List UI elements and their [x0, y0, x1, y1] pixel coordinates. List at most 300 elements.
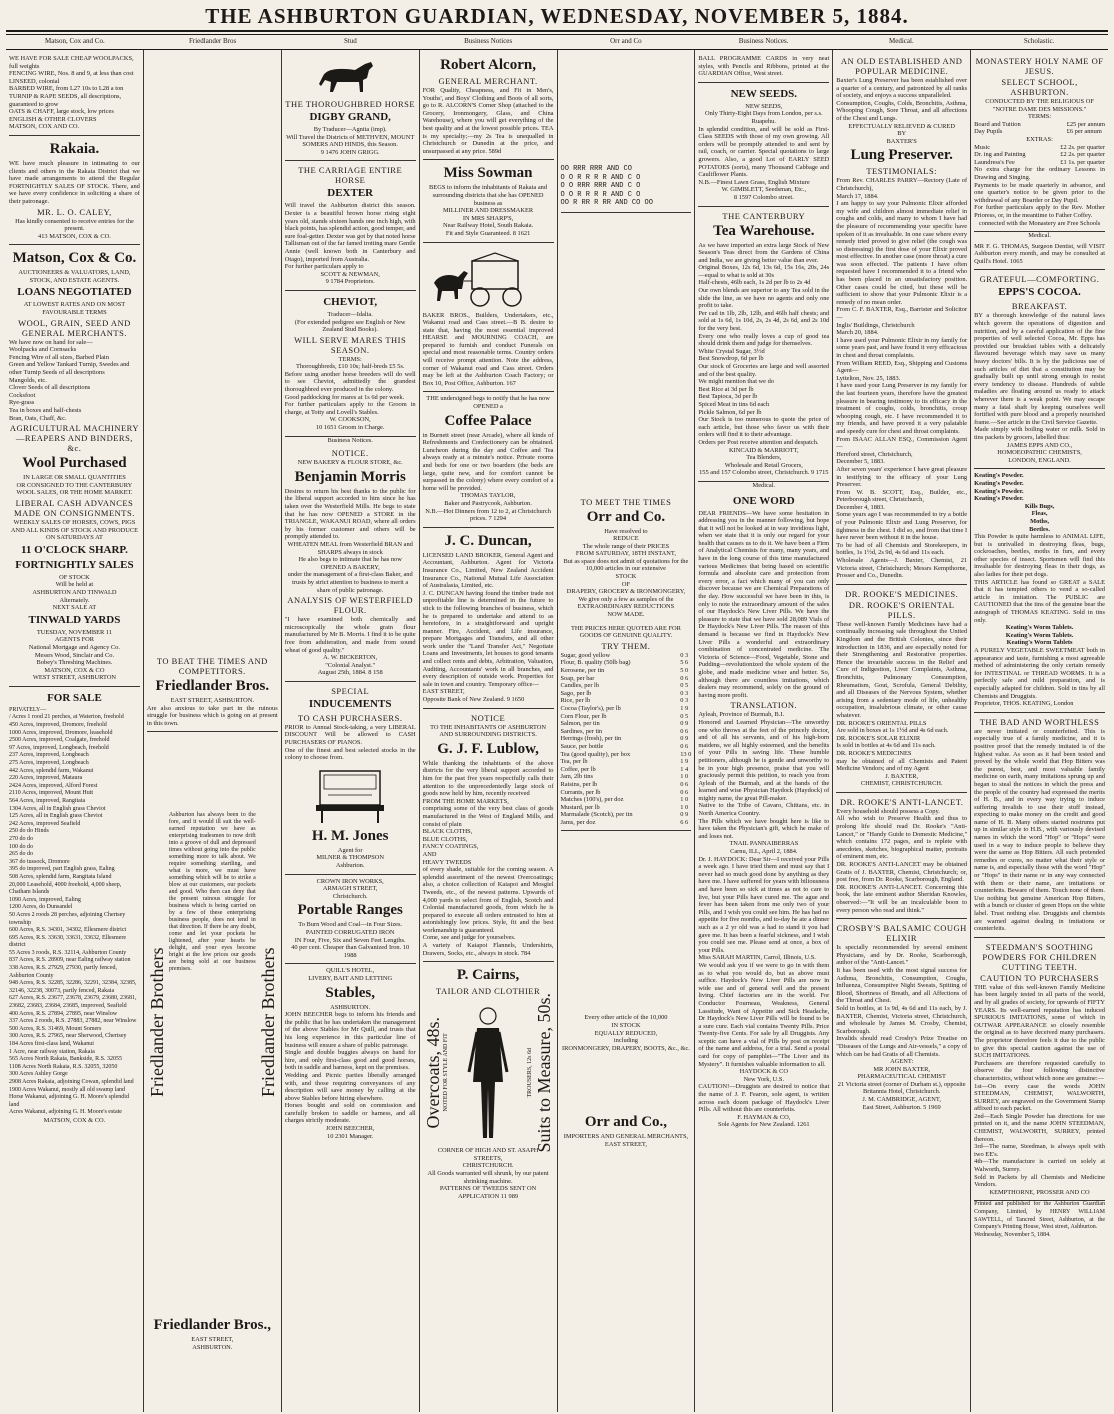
analysis-body: "I have examined both chemically and microscopically the whole grain flour manufactured by Mr B. Morris. I find it to be quite free from adulteration, and made from sound wheat of good quality." — [284, 616, 416, 654]
prices-note: THE PRICES HERE QUOTED ARE FOR GOODS OF GENUINE QUALITY. — [570, 624, 681, 640]
extra-value: £1 1s. per quarter — [1060, 158, 1105, 166]
ad-body: in Burnett street (near Arcade), where all kinds of Refreshments and Confectionery can be obtained. Luncheon during the day and Coffee and Tea always ready at a minute's notice. Private rooms and beds for one or two boarders (the beds are large, quite new, and for comfort cannot be surpassed in the colony) where every comfort of a home will be provided. — [422, 431, 554, 492]
ad-body: Desires to return his best thanks to the public for the liberal support accorded to him since he has taken over the Westerfield Mills. He begs to state that he has now OPENED a STORE in the TRIANGLE, WAKANUI ROAD, where all orders by his former customer and others will be promptly attended to. — [284, 487, 416, 541]
col-head-1: Matson, Cox and Co. — [45, 37, 105, 45]
price-item: Sago, per lb — [560, 689, 592, 697]
column-3 — [281, 50, 419, 1412]
extra-label: Music — [974, 143, 991, 151]
horse-name: DEXTER — [327, 187, 374, 200]
price-value: 0 9 — [680, 720, 689, 728]
bad-heading: THE BAD AND WORTHLESS — [979, 716, 1100, 727]
column-2 — [143, 50, 281, 1412]
ad-dexter — [285, 161, 416, 291]
ad-new-seeds — [698, 83, 829, 207]
section-heading: Business Notices. — [327, 436, 373, 444]
ad-body: Have resolved to REDUCE The whole range of their PRICES FROM SATURDAY, 18TH INSTANT, But as space does not admit of quotations for the 10,000 articles in our extensive STOCK OF DRAPERY, GROCERY & IRONMONGERY, We give only a few as samples of the EXTRAORDINARY REDUCTIONS NOW MADE. — [563, 527, 689, 619]
ad-body: Is specially recommended by several eminent Physicians, and by Dr. Rooke, Scarborough, author of the "Anti-Lancet." It has been used with the most signal success for Asthma, Bronchitis, Consumption, Coughs, Influenza, Consumptive Night Sweats, Spitting of Blood, Shortness of Breath, and all Affections of the Throat and Chest. Sold in bottles, at 1s 9d, 4s 6d and 11s each, by J. BAXTER, Chemist, Victoria street, Christchurch, and wholesale by James M. Crosby, Chemist, Scarborough. Invalids should read Crosby's Prize Treatise on "Diseases of the Lungs and Air-vessels," a copy of which can be had Gratis of all Chemists. — [836, 944, 968, 1058]
price-value: 5 0 — [680, 667, 689, 674]
firm-title: Stables, — [325, 984, 375, 1001]
seeds-heading: NEW SEEDS. — [730, 87, 798, 100]
firm-address: EAST STREET, ASHBURTON. — [191, 1336, 234, 1351]
vertical-title-left: Friedlander Brothers — [146, 947, 167, 1098]
price-item: Tea (good quality), per box — [560, 750, 631, 758]
overcoats-block — [423, 1017, 450, 1128]
firm-sub: IMPORTERS AND GENERAL MERCHANTS, EAST STREET, — [563, 1133, 689, 1149]
ad-lublow — [423, 709, 554, 963]
translation-heading: TRANSLATION. — [730, 700, 798, 711]
firm-address: EAST STREET, ASHBURTON. — [170, 697, 255, 704]
price-value: 6 6 — [680, 818, 689, 826]
rooke-heading: DR. ROOKE'S MEDICINES. — [845, 588, 959, 599]
next-sale: NEXT SALE AT — [52, 604, 97, 612]
seeds-sub: NEW SEEDS, Only Thirty-Eight Days from London, per s.s. Ruapehu. — [705, 102, 823, 125]
masthead: THE ASHBURTON GUARDIAN, WEDNESDAY, NOVEMBER 5, 1884. — [205, 4, 909, 28]
caution-heading: CAUTION TO PURCHASERS — [980, 972, 1099, 983]
cairns-figure-row — [422, 992, 554, 1152]
ad-robert-alcorn — [423, 52, 554, 160]
imprint: Printed and published for the Ashburton Guardian Company, Limited, by HENRY WILLIAM SAWTELL, of Tancred Street, Ashburton, at the Company's Printing House, West street, Ashburton. Wednesday, November 5, 1884. — [974, 1201, 1105, 1238]
ad-sign: MR JOHN BAXTER, PHARMACEUTICAL CHEMIST 21 Victoria street (corner of Durham st.), opposite Britannia Hotel, Christchurch. — [837, 1065, 966, 1096]
conducted-line: CONDUCTED BY THE RELIGIOUS OF "NOTRE DAME DES MISSIONS." — [985, 98, 1094, 113]
firm-title: Lung Preserver. — [850, 147, 953, 164]
price-value: 13 0 — [680, 750, 692, 758]
terms: TERMS: Thoroughbreds, £10 10s; half-breds £5 5s. — [295, 355, 405, 371]
ad-sign: connected with the Monastery are Free Schools — [978, 219, 1101, 227]
piano-illustration — [310, 765, 390, 825]
col-head-7: Medical. — [889, 37, 914, 45]
suits-sub: TROUSERS, 12s 6d — [526, 1047, 533, 1098]
ad-title: Rakaia. — [49, 140, 100, 157]
translation-body: Ayleah, Province of Burmah, B.I. Honored and Learned Physician—The unworthy one who throws at the feet of the princely doctor, and of all his servants, and of his high-born maidens, we all highly esteemed, and the benefits of your Pills in saving life. These humble petitioners, although he is gentle and unworthy to be in your high presence, praise that you will graciously permit this petition, to reach you from Ayleah of the Burmah, and at the hands of the learned and wise Physician Haydock (Haydock) of mighty name, the great Pill-maker. Native to the Tribe of Cavaro, Chittans, etc. in North America Country. The Pills which we have bought here is like to have taken the Physician's gift, which he make of and loses not. — [698, 711, 830, 840]
horse-head: THE THOROUGHBRED HORSE — [285, 99, 416, 109]
price-value: 0 3 — [680, 689, 689, 697]
firm-title: Miss Sowman — [443, 165, 533, 182]
ad-body: Every household should possess a Copy. All who wish to Preserve Health and thus to prolong life should read Dr. Rooke's "Anti-Lancet," or "Handy Guide to Domestic Medicine," which contains 172 pages, and is replete with anecdotes, sketches, biographical matter, portraits of eminent men, etc. DR. ROOKE'S ANTI-LANCET may be obtained Gratis of J. BAXTER, Chemist, Christchurch; or, post free, from Dr. Rooke, Scarborough, England. DR. ROOKE'S ANTI-LANCET. Concerning this book, the late eminent author Sheridan Knowles, observed:—"It will be an incalculable boon to every person who read and think." — [836, 807, 968, 914]
kills-line: Kills Bugs, Fleas, Moths, Beetles. — [1024, 502, 1055, 533]
ad-dr-rooke — [836, 585, 967, 793]
ad-crown-iron — [285, 875, 416, 965]
ad-sign: MATSON, COX & CO WEST STREET, ASHBURTON — [32, 666, 117, 682]
price-item: Flour, B. quality (50lb bag) — [560, 659, 631, 667]
ad-matson-stock — [9, 52, 140, 136]
ad-body: MR F. G. THOMAS, Surgeon Dentist, will VISIT Ashburton every month, and may be consulted at Quill's Hotel. 1065 — [974, 242, 1105, 265]
blank-space — [561, 831, 692, 1011]
weekly-line: WEEKLY SALES OF HORSES, COWS, PIGS AND ALL KINDS OF STOCK AND PRODUCE ON SATURDAYS AT — [10, 518, 138, 542]
ad-name: MR. L. O. CALEY, — [37, 206, 112, 217]
tinwald-line: TINWALD YARDS — [28, 613, 121, 626]
baxter-top: AN OLD ESTABLISHED AND POPULAR MEDICINE. — [840, 56, 963, 76]
crown-line: CROWN IRON WORKS, ARMAGH STREET, Christchurch. — [316, 877, 384, 900]
agent-label: AGENT: — [890, 1058, 914, 1066]
notice-sub: NEW BAKERY & FLOUR STORE, &c. — [297, 459, 403, 467]
ad-body: FOR Quality, Cheapness, and Fit in Men's, Youths', and Boys' Clothing and Boots of all sorts, go to R. ALCORN'S Corner Shop (attached to the Grocery, Ironmongery, Glass, and China Warehouse), where you will get everything of the best quality and at the lowest possible prices. TEA is my specialty;—my 2s Tea is unequalled in Christchurch or Dunedin at the price, and unsurpassed at any price. 589d — [422, 87, 554, 155]
cairns-address: CORNER OF HIGH AND ST. ASAPH STREETS, CHRISTCHURCH. — [437, 1147, 539, 1170]
ad-body-2: Has kindly consented to receive entries for the present. — [15, 217, 134, 233]
horse-head: THE CARRIAGE ENTIRE HORSE — [298, 165, 403, 186]
extra-value: £2 2s. per quarter — [1060, 143, 1105, 151]
payments: Payments to be made quarterly in advance, and one quarter's notice to be given prior to the withdrawal of any Boarder or Day Pupil. For further particulars apply to the Rev. Mother Prioress, or, in the meantime to Father Coffey. — [974, 181, 1105, 219]
ad-body: JOHN BEECHER begs to inform his friends and the public that he has undertaken the management of the above Stables for Mr Quill, and trusts that his long experience in this particular line of business will ensure a share of public patronage. Single and double buggies always on hand for hire, and only first-class good and good horses, both in saddle and harness, kept on the premises. Wedding and Picnic parties liberally arranged with, and those requiring conveyances of any description will save money by calling at the above Stables before hiring elsewhere. Horses bought and sold on commission and carefully broken to saddle or harness, and all charges strictly moderate. — [284, 1011, 416, 1125]
price-value: 1 0 — [680, 803, 689, 811]
ad-sign: KINCAID & MARRIOTT, Tea Blenders, Wholesale and Retail Grocers, 155 and 157 Colombo street, Christchurch. 9 1715 — [699, 446, 829, 477]
crosby-heading: CROSBY'S BALSAMIC COUGH ELIXIR — [836, 923, 967, 944]
rooke-heading-2: DR. ROOKE'S ORIENTAL PILLS. — [848, 599, 955, 620]
firm-title: J. C. Duncan, — [444, 532, 532, 549]
letter-body: Dr. J. HAYDOCK: Dear Sir—I received your Pills a week ago. I have tried them and must say that I never had so much good done by anything as they have me. I have suffered for years with biliousness and have been so sick at times as not to care to live, but your Pills have cured me. The ague and fever has been taken from me only two of your Pills, and I wish you could see him. He has had no appetite for five months, and to-day he ate a dinner such as a 2 yr old was a had to stand it you had gave me. It has been a fearful sickness, and I wish you could see me. Please send at once, a box of your Pills. Miss SARAH MARTIN, Carrol, Illinois, U.S. — [698, 855, 830, 962]
firm-title: Portable Ranges — [297, 902, 403, 919]
price-item: Corn Flour, per lb — [560, 712, 607, 720]
column-8 — [970, 50, 1108, 1412]
price-item: Herrings (fresh), per tin — [560, 735, 622, 743]
try-them: TRY THEM. — [601, 640, 651, 651]
beat-line: TO BEAT THE TIMES AND COMPETITORS. — [156, 656, 268, 676]
ad-hm-jones — [285, 682, 416, 875]
ad-orr-letters — [561, 162, 692, 213]
select-school: SELECT SCHOOL, ASHBURTON. — [1001, 77, 1078, 97]
meet-line: TO MEET THE TIMES — [580, 496, 672, 507]
caution-text: CAUTION!—Druggists are desired to notice that the name of J. F. Fearon, sole agent, is written across each dozen package of Haydock's Liver Pills. All without this are counterfeits. — [698, 1083, 830, 1114]
term-label: Board and Tuition — [974, 120, 1021, 128]
column-headings — [6, 37, 1108, 50]
for-sale-list: PRIVATELY— / Acres 1 rood 21 perches, at Waterton, freehold 450 Acres, improved, Dromore, freehold 1000 Acres, improved, Dromore, leasehold 2500 Acres, improved, Coalgate, freehold 97 Acres, improved, Longbeach, freehold 237 Acres, improved, Longbeach 275 Acres, improved, Longbeach 442 Acres, splendid farm, Wakanui 220 Acres, improved, Mataura 2424 Acres, improved, Alford Forest 2110 Acres, improved, Mount Hutt 564 Acres, improved, Rangitata 1304 Acres, all in English grass Cheviot 125 Acres, all in English grass Cheviot 242 Acres, improved Seafield 250 do do Hinds 270 do do 100 do do 265 do do 367 do tussock, Dromore 395 do improved, part English grass, Ealing 508 Acres, splendid farm, Rangitata Island 20,000 Leasehold, 4000 freehold, 4,000 sheep, Chatham Islands 1090 Acres, improved, Ealing 1200 Acres, do Dunsandel 50 Acres 2 roods 28 perches, adjoining Chertsey township 600 Acres, R.S. 34301, 34302, Ellesmere district 695 Acres, R.S. 33630, 33631, 33632, Ellesmere district 55 Acres 3 roods, R.S. 32114, Ashburton County 837 Acres, R.S. 28909, near Ealing railway station 338 Acres, R.S. 27929, 27930, partly fenced, Ashburton County 948 Acres, R.S. 32285, 32286, 32291, 32384, 32385, 32146, 32238, 30073, partly fenced, Rakaia 627 Acres, R.S. 23677, 23678, 23679, 23680, 23681, 23682, 23683, 23684, 23685, improved, Seafield 400 Acres, R.S. 27894, 27895, near Winslow 337 Acres 2 roods, R.S. 27883, 27882, near Winslow 500 Acres, R.S. 31469, Mount Somers 300 Acres, R.S. 27965, near Sherwood, Chertsey 184 Acres first-class land, Wakanui 1 Acre, near railway station, Rakaia 565 Acres North Rakaia, Bankside, R.S. 32055 1108 Acres North Rakaia, R.S. 32055, 32050 300 Acres Ashley Gorge 2908 Acres Rakaia, adjoining Cowan, splendid land 1900 Acres Wakanui, mostly all old swamp land Horse Wakanui, adjoining G. H. Moore's splendid land Acres Wakanui, adjoining G. H. Moore's estate — [9, 706, 137, 1116]
orr-letters-row: O O R R R R AND C O — [560, 173, 641, 182]
orr-letters-row: OO R RR R RR AND CO OO — [560, 199, 653, 207]
liberal-line: LIBERAL CASH ADVANCES MADE ON CONSIGNMENTS. — [14, 497, 135, 518]
ad-sign: HAYDOCK & CO New York, U.S. — [739, 1068, 789, 1083]
ad-baker-bros — [423, 243, 554, 393]
ad-sign: W. COOKSON, 10 1651 Groom in Charge. — [315, 416, 385, 432]
extra-value: £2 2s. per quarter — [1060, 151, 1105, 159]
col-head-5: Orr and Co — [610, 37, 642, 45]
inducements: INDUCEMENTS — [308, 697, 392, 710]
wheaten-line: WHEATEN MEAL from Westerfield BRAN and SHARPS always in stock — [287, 540, 413, 556]
testimonial-body: From Rev. CHARLES PARRY—Rectory (Late of Christchurch), March 17, 1884. I am happy to say your Pulmonic Elixir afforded my wife and children almost immediate relief in coughs and colds, and many to whom I have had the pleasure of recommending your specific have spoken of it as invaluable. In one case where every remedy tried proved to give relief (the cough was so distressing) the first dose of your Elixir proved most effective. In another case (more throat) a cure was soon effected. The patients I have often requested have I recommended it to a friend who has been placed in an unsatisfactory position. Other cases could be cited, but these will be sufficient to show that your Pulmonic Elixir is a remedy of no mean order. — [836, 177, 968, 306]
firm-title: Benjamin Morris — [294, 468, 406, 485]
ad-matson-cox — [9, 245, 140, 687]
horse-sub: Traducer—Idalia. (For extended pedigree see English or New Zealand Stud Books). — [294, 310, 406, 334]
price-value: 1 9 — [680, 704, 689, 712]
ad-body: BEGS to inform the inhabitants of Rakaia and surrounding districts that she has OPENED business as MILLINER AND DRESSMAKER IN MRS SHARP'S, Near Railway Hotel, South Rakaia. Fit and Style Guaranteed. 8 1621 — [429, 184, 548, 237]
notice-sub: TO THE INHABITANTS OF ASHBURTON AND SURROUNDING DISTRICTS. — [430, 723, 547, 739]
firm-title: Matson, Cox & Co. — [12, 250, 137, 267]
cash-line: TO CASH PURCHASERS. — [297, 712, 403, 723]
fortnightly-sub: OF STOCK Will be held at ASHBURTON AND TINWALD Alternately. — [32, 573, 117, 604]
firm-title: Friedlander Bros., — [153, 1317, 271, 1334]
ad-sign: JAMES EPPS AND CO., HOMOEOPATHIC CHEMISTS, LONDON, ENGLAND. — [997, 441, 1082, 464]
price-item: Soap, per bar — [560, 674, 595, 682]
ad-sign: JOHN BEECHER, 10 2301 Manager. — [325, 1125, 375, 1140]
loans-heading: LOANS NEGOTIATED — [17, 286, 132, 299]
ad-sign: SCOTT & NEWMAN, 9 1784 Proprietors. — [320, 270, 380, 286]
col-head-8: Scholastic. — [1023, 37, 1055, 45]
column-5 — [557, 50, 695, 1412]
ad-friedlander-vertical — [147, 812, 278, 1232]
extras-list — [974, 144, 1105, 167]
ad-body: BALL PROGRAMME CARDS in very neat styles, with Pencils and Ribbons, printed at the GUARDIAN Office, West street. — [698, 55, 830, 78]
price-value: 1 4 — [680, 765, 689, 773]
term-value: £25 per annum — [1066, 120, 1105, 128]
steedman-heading: STEEDMAN'S SOOTHING POWDERS FOR CHILDREN CUTTING TEETH. — [982, 941, 1097, 972]
horse-body: Before using another horse breeders will do well to see Cheviot, admittedly the grandest thoroughbred ever produced in the colony. Good paddocking for mares at 1s 6d per week. For further particulars apply to the Groom in charge, at Totty and Lovell's Stables. — [284, 370, 416, 416]
column-6 — [694, 50, 832, 1412]
ad-steedman — [974, 938, 1105, 1202]
gentleman-illustration — [463, 1002, 513, 1142]
firm-title: H. M. Jones — [311, 827, 389, 844]
grateful-line: GRATEFUL—COMFORTING. — [979, 274, 1100, 285]
price-value: 0 6 — [680, 742, 689, 750]
ad-rakaia — [9, 136, 140, 245]
ad-body: This Powder is quite harmless to ANIMAL LIFE, but is unrivalled in destroying fleas, bugs, cockroaches, beetles, moths in furs, and every other species of insect. Sportsmen will find this invaluable for destroying fleas in their dogs, as also ladies for their pet dogs. THIS ARTICLE has found so GREAT a SALE that it has tempted others to vend a so-called article in imitation. The PUBLIC are CAUTIONED that the tins of the genuine bear the autograph of THOMAS KEATING. Sold in tins only. — [974, 533, 1105, 624]
blank-space — [561, 1052, 692, 1112]
price-item: Kerosene, per tin — [560, 667, 605, 674]
price-item: Jams, per doz — [560, 818, 596, 826]
price-value: 0 3 — [680, 697, 689, 705]
extras-heading: EXTRAS: — [1026, 135, 1053, 143]
price-item: Marmalade (Scotch), per tin — [560, 811, 633, 819]
col-head-6: Business Notices. — [738, 37, 789, 45]
col-head-2: Friedlander Bros — [189, 37, 237, 45]
ad-keating — [974, 469, 1105, 712]
monastery-heading: MONASTERY HOLY NAME OF JESUS. — [975, 56, 1104, 76]
firm-title: Friedlander Bros. — [155, 678, 270, 694]
firm-title: Robert Alcorn, — [440, 57, 536, 73]
price-value: 0 3 — [680, 651, 689, 659]
price-item: Salmon, per tin — [560, 720, 600, 728]
overcoats-label: Overcoats, 48s. — [422, 1016, 443, 1128]
firm-title: G. J. F. Lublow, — [437, 740, 539, 757]
ad-sign: W. GIMBLETT, Seedsman, Etc., 8 1597 Colombo street. — [721, 186, 807, 201]
agents-line: AGENTS FOR National Mortgage and Agency Co. Messrs Wood, Sinclair and Co. Bobey's Threshing Machines. — [28, 636, 120, 667]
ad-tea-warehouse — [698, 207, 829, 482]
ad-sign: 9 1476 JOHN GRIGG. — [320, 148, 380, 156]
bakery-text: He also begs to intimate that he has now OPENED A BAKERY, under the management of a first-class Baker, and trusts by strict attention to business to merit a share of public patronage. — [287, 556, 413, 594]
col-head-3: Stud — [343, 37, 357, 45]
ad-monastery — [974, 52, 1105, 232]
firm-sub: GENERAL MERCHANT. — [438, 76, 538, 86]
ad-sign: 413 MATSON, COX & CO. — [38, 232, 111, 240]
ad-body: THE value of this well-known Family Medicine has been largely tested in all parts of the world, and by all grades of society, for upwards of FIFTY YEARS. Its well-earned reputation has induced SPURIOUS IMITATIONS, some of which in OUTWAR APPEARANCE so closely resemble the original as to have deceived many purchasers. The proprietor therefore feels it due to the public to give this special caution against the use of SUCH IMITATIONS. Purchasers are therefore requested carefully to observe the four following distinctive characteristics, without which none are genuine:— 1st—On every case the words JOHN STEEDMAN, CHEMIST, WALWORTH, SURREY, are engraved on the Government Stamp affixed to each packet. 2nd—Each Single Powder has directions for use printed on it, and the name JOHN STEEDMAN, CHEMIST, WALWORTH, SURREY, printed thereon. 3rd—The name, Steedman, is always spelt with two EE's. 4th—The manufacture is carried on solely at Walworth, Surrey. Sold in Packets by all Chemists and Medicine Vendors. — [974, 983, 1105, 1189]
price-value: 0 9 — [680, 811, 689, 819]
wool-body: We have now on hand for sale— Woolpacks and Cornsacks Fencing Wire of all sizes, Barbed Plain Green and Yellow Tankard Turnip, Swedes and other Turnip Seeds of all descriptions Mangolds, etc. Clover Seeds of all descriptions Cocksfoot Rye-grass Tea in boxes and half-chests Bran, Oats, Chaff, &c. — [9, 338, 130, 422]
firm-sub: ASHBURTON. — [330, 1003, 371, 1011]
wool-purchased: Wool Purchased — [22, 455, 127, 472]
keating-line: Keating's Powder. — [974, 472, 1024, 480]
ad-body: To Burn Wood and Coal—in Four Sizes. PAINTED CORRUGATED IRON IN Four, Five, Six and Seven Feet Lengths. 40 per cent. Cheaper than Galvanized Iron. 10 1988 — [291, 921, 410, 959]
firm-sub: Agent for MILNER & THOMPSON Ashburton. — [316, 846, 385, 870]
price-item: Mustard, per lb — [560, 803, 600, 811]
price-item: Matches (100's), per doz — [560, 796, 624, 804]
notice-heading: NOTICE — [470, 712, 506, 723]
price-item: Candles, per lb — [560, 682, 600, 690]
ad-body: LICENSED LAND BROKER, General Agent and Accountant, Ashburton. Agent for Victoria Insurance Co., Limited, New Zealand Accident Insurance Co., National Mutual Life Association of Australasia, Limited, etc. J. C. DUNCAN having found the timber trade not unprofitable line is determined in the future to stick to the following branches of business, which he is prepared to undertake and attend to as heretofore, in a straightforward and upright manner. Fire, Accident, and Life insurance, prepare Mortgages and Transfers, and all other work under the "Land Transfer Act," Negotiate Loans and Investments, let houses to good tenants and collect rents and debts, Arbitration, Valuation, Auditing, Accountants' work in all branches, and every description of outside work. Properties for sale in town and country. Temporary office— EAST STREET, Opposite Bank of New Zealand. 9 1650 — [422, 551, 554, 704]
ad-body: PRIOR to Annual Stock-taking, a very LIBERAL DISCOUNT Will be allowed to CASH PURCHASERS OF PIANOS. One of the finest and best selected stocks in the colony to choose from. — [284, 723, 416, 762]
column-4 — [419, 50, 557, 1412]
price-value: 0 6 — [680, 674, 689, 682]
ad-sign: J. M. CAMBRIDGE, AGENT, East Street, Ashburton. 5 1969 — [862, 1096, 941, 1111]
oneword-heading: ONE WORD — [732, 494, 795, 507]
ad-body: BAKER BROS., Builders, Undertakers, etc., Wakanui road and Cass street.—B B. desire to state that, having the most essential improved HEARSE and MOURNING COACH, are prepared to furnish and conduct Funerals on special and most reasonable terms. Country orders will receive prompt attention. Note the address, corner of Wakanui road and Cass street. Orders may be left at the Ashburton Coach Factory; or Box 10, Post Office, Ashburton. 167 — [422, 311, 554, 387]
terms-list — [974, 121, 1105, 136]
price-item: Cocoa (Taylor's), per lb — [560, 704, 621, 712]
firm-sub: AUCTIONEERS & VALUATORS, LAND, STOCK, AND ESTATE AGENTS. — [18, 269, 131, 284]
col-head-4: Business Notices — [464, 37, 513, 45]
loans-sub: AT LOWEST RATES AND ON MOST FAVOURABLE TERMS — [23, 301, 126, 317]
section-heading: Medical. — [1028, 232, 1051, 240]
price-value: 0 5 — [680, 682, 689, 690]
haydock-body: We would ask you if we were to go in with them as to what you would do, but as above must suffice. Haydock's New Liver Pills are now in wide use and of general well and the present living. Chief factories are in the world. For Conductor Fourneau, Weakness, General Lassitude, Want of Appetite and Sick Headache, Dr Haydock's New Liver Pills will be found to be a sure cure. Each vial contains Twenty Pills. Price Twenty-five Cents. For sale by all Druggists. Any sceptic can have a vial of Pills by post on receipt of the name and address, for a trial. Send a postal card for copy of pamphlet—"The Liver and its Mystery". It furnishes valuable information to all. — [698, 961, 830, 1068]
horse-illustration — [315, 58, 385, 96]
tnail-line: TNAIL PANNAIBERRAS Carnu, ILL, April 2, 1884. — [729, 840, 799, 856]
notice-heading: NOTICE. — [331, 448, 369, 459]
term-label: Day Pupils — [974, 128, 1003, 136]
price-value: 1 0 — [680, 773, 689, 781]
ad-sign: KEMPTHORNE, PROSSER AND CO — [989, 1188, 1090, 1196]
price-value: 0 6 — [680, 788, 689, 796]
worm-body: A PURELY VEGETABLE SWEETMEAT both in appearance and taste, furnishing a most agreeable method of administering the only certain remedy for INTESTINAL or THREAD WORMS. It is a perfectly safe and mild preparation, and is especially adapted for children. Sold in tins by all Chemists and Druggists. Proprietor, THOS. KEATING, London — [974, 647, 1105, 708]
suits-block — [527, 993, 554, 1153]
ad-orr-reduce — [561, 493, 692, 832]
price-item: Sugar, good yellow — [560, 651, 611, 659]
ad-benjamin-morris — [285, 444, 416, 682]
firm-body: Are also anxious to take part in the ruinous struggle for business which is going on at present in this town. — [146, 704, 278, 727]
wool-line: WOOL, GRAIN, SEED AND GENERAL MERCHANTS. — [18, 317, 131, 338]
ad-sign: F. HAYMAN & CO, Sole Agents for New Zealand. 1261 — [718, 1113, 810, 1129]
special-line: SPECIAL — [331, 685, 370, 696]
vertical-title-right: Friedlander Brothers — [257, 947, 278, 1098]
term-value: £6 per annum — [1066, 128, 1102, 136]
firm-title: Orr and Co. — [586, 508, 666, 525]
ad-body: are never imitated or counterfeited. This is especially true of a family medicine, and it is positive proof that the remedy imitated is of the highest value. As soon as it had been tested and proved by the whole world that Hop Bitters was the purest, best, and most valuable family medicine on earth, many imitations sprung up and began to steal the notices in which the press and the people of the country had expressed the merits of H. B., and in every way trying to induce suffering invalids to use their stuff instead, expecting to make money on the credit and good name of H. B. Many others started nostrums put up in similar style to H.B., with variously devised names in which the word "Hop" or "Hops" were used in a way to induce people to believe they were the same as Hop Bitters. All such pretended remedies or cures, no matter what their style or name is, and especially those with the word "Hop" or "Hops" in their name or in any way connected with them or their name, are imitations or counterfeits. Beware of them. Touch none of them. Use nothing but genuine American Hop Bitters, with a bunch or cluster of green Hops on the white label. Trust nothing else. Druggists and chemists are warned against dealing in imitations or counterfeits. — [974, 727, 1105, 933]
price-item: Jam, 2lb tins — [560, 773, 593, 781]
ad-jc-duncan — [423, 528, 554, 709]
firm-sub: TAILOR AND CLOTHIER — [435, 986, 541, 997]
horse-body: Will travel the Ashburton district this season. Dexter is a beautiful brown horse rising eight years old, stands sixteen hands one inch high, with black points, has splendid action, good temper, and sure foal-getter. Dexter was got by that noted horse Tallisman out of the far famed trotting mare Gentle Annie (well known both in Canterbury and Otago), imported from Australia. For further particulars apply to — [284, 202, 416, 271]
testimonials-heading: TESTIMONIALS: — [866, 166, 938, 177]
firm-title: Coffee Palace — [444, 412, 532, 429]
extra-label: Dr. ing and Painting — [974, 151, 1026, 159]
firm-title: EPPS'S COCOA. — [998, 286, 1081, 299]
ad-sign: A. W. BICKERTON, "Colonial Analyst." August 25th, 1884. 8 158 — [317, 654, 383, 677]
testimonial-more: From C. F. BAXTER, Esq., Barrister and Solicitor— Inglis' Buildings, Christchurch March 20, 1884. I have used your Pulmonic Elixir in my family for some years past, and have found it very efficacious in chest and throat complaints. From William REED, Esq., Shipping and Customs Agent— Lyttelton, Nov. 25, 1883. I have used your Lung Preserver in my family for the last fourteen years, therefore have the greatest pleasure in bearing testimony to its efficacy in the treatment of coughs, colds, bronchitis, croup whooping cough, etc. I have recommended it to my friends, and have proved it a very palatable and speedy cure for chest and throat complaints. From ISAAC ALLAN ESQ., Commission Agent— Hereford street, Christchurch, December 5, 1883. After seven years' experience I have great pleasure in testifying to the efficacy of your Lung Preserver. From W. B. SCOTT, Esq., Builder, etc., Peterborough street, Christchurch, December 4, 1883. Some years ago I was recommended to try a bottle of your Pulmonic Elixir and Lung Preserver, for tightness in the chest. I did so, and from that time I have never been without it in the house. To be had of all Chemists and Storekeepers, in bottles, 1s 1½d, 2s 9d, 4s 6d and 11s each. Wholesale Agents—J. Baxter, Chemist, 21 Victoria street, Christchurch; Messrs Kempthorne, Prosser and Co., Dunedin. — [836, 306, 968, 580]
ad-baxter-lung — [836, 52, 967, 585]
ad-sign: THOMAS TAYLOR, Baker and Pastrycook, Ashburton. N.B.—Hot Dinners from 12 to 2, at Christchurch prices. 7 1294 — [425, 492, 551, 523]
price-item: Currants, per lb — [560, 788, 601, 796]
orr-letters-row: O O RRR RRR AND C O — [560, 182, 641, 190]
orr-letters-row: O O R R R R AND C O — [560, 190, 641, 199]
ad-coffee-palace — [423, 392, 554, 527]
agri-line: AGRICULTURAL MACHINERY—REAPERS AND BINDERS, &c. — [9, 423, 140, 454]
ad-body: Baxter's Lung Preserver has been established over a quarter of a century, and patronized by all ranks of society, and enjoys a success unparalleled. Consumption, Coughs, Colds, Bronchitis, Asthma, Whooping Cough, Sore Throat, and all affections of the Chest and Lungs. — [836, 77, 968, 122]
column-7 — [832, 50, 970, 1412]
section-heading: Medical. — [752, 481, 776, 489]
ad-body: Every other article of the 10,000 IN STOCK EQUALLY REDUCED, including IRONMONGERY, DRAPERY, BOOTS, &c., &c. — [561, 1014, 690, 1052]
price-value: 0 9 — [680, 735, 689, 743]
horse-name: CHEVIOT, — [323, 295, 378, 308]
horse-name: DIGBY GRAND, — [309, 111, 391, 123]
ad-epps-cocoa — [974, 270, 1105, 469]
firm-title: P. Cairns, — [456, 967, 520, 984]
ad-body: While thanking the inhabitants of the above districts for the very liberal support accorded to him for the past five years respectfully calls their attention to the unprecedentedly large stock of goods now held by him, recently received FROM THE HOME MARKETS, comprising some of the very best class of goods manufactured in the West of England Mills, and consist of plain BLACK CLOTHS, BLUE CLOTHS, FANCY COATINGS, AND HEAVY TWEEDS of every shade, suitable for the coming season. A splendid assortment of the newest Overcoatings; also, a choice collection of Kaiapoi and Mosgiel Tweeds, etc., of the newest patterns. Upwards of 4,000 yards to select from of English, Scotch and Colonial manufactured goods, from which he is prepared to execute all orders entrusted to him at astonishingly low prices. Style, fit and the best workmanship is guaranteed. Come, see and judge for yourselves. A variety of Kaiapoi Flannels, Undershirts, Drawers, Socks, etc., always in stock. 784 — [422, 759, 554, 957]
blank-space — [147, 1232, 278, 1312]
ad-sign: MATSON, COX & CO. — [43, 1116, 106, 1124]
price-item: Raisins, per lb — [560, 780, 598, 788]
cairns-patterns: PATTERNS OF TWEEDS SENT ON APPLICATION 11 989 — [439, 1185, 537, 1200]
masthead-rule — [6, 30, 1108, 35]
wool-purchased-sub: IN LARGE OR SMALL QUANTITIES OR CONSIGNED TO THE CANTERBURY WOOL SALES, OR THE HOME MARKET. — [16, 474, 133, 497]
firm-title: Orr and Co., — [584, 1114, 668, 1131]
ad-friedlander-beat — [147, 652, 278, 732]
ad-crosby — [836, 919, 967, 1115]
column-1 — [6, 50, 143, 1412]
keating-line: Keating's Powder. — [974, 495, 1024, 503]
price-value: 0 5 — [680, 712, 689, 720]
prices-list — [561, 652, 692, 827]
blank-space — [147, 52, 278, 652]
ad-p-cairns — [423, 962, 554, 1204]
analysis-heading: ANALYSIS OF WESTERFIELD FLOUR. — [287, 595, 414, 616]
no-charge: No extra charge for the ordinary Lessons in Drawing and Singing. — [974, 166, 1105, 181]
blank-space — [561, 52, 692, 162]
price-value: 1 9 — [680, 758, 689, 766]
keating-line: Keating's Powder. — [974, 487, 1024, 495]
ad-one-word — [698, 490, 829, 1134]
ad-body: BY a thorough knowledge of the natural laws which govern the operations of digestion and nutrition, and by a careful application of the fine properties of well selected Cocoa, Mr. Epps has provided our breakfast tables with a delicately flavoured beverage which may save us many heavy doctors' bills. It is by the judicious use of such articles of diet that a constitution may be gradually built up until strong enough to resist every tendency to disease. Hundreds of subtle maladies are floating around us ready to attack wherever there is a weak point. We may escape many a fatal shaft by keeping ourselves well fortified with pure blood and a properly nourished frame.—See article in the Civil Service Gazette. Made simply with boiling water or milk. Sold in tins packets by grocers, labelled thus: — [974, 312, 1105, 441]
for-sale-title: FOR SALE — [47, 691, 102, 704]
worm-lines: Keating's Worm Tablets. Keating's Worm Tablets. Keating's Worm Tablets — [1005, 624, 1074, 647]
cured-line: EFFECTUALLY RELIEVED & CURED BY BAXTER'S — [848, 122, 955, 145]
price-value: 1 0 — [680, 796, 689, 804]
ad-body: DEAR FRIENDS—We have some hesitation in addressing you in the manner following, but hope that it will not be looked at in way invidious light, when we state that it is only our regard for your health that causes us to do it. We have been a Firm of Analytical Chemists for many, many years, and have in the long course of this time manufactured various Medicines that being based on scientific formula and absolute care and protection from every error, a fact which many of you can only discover because we are Chemical Preparations of the day. How successful we have been in this, is only to note the extraordinary amount of the sales of our Haydock's New Liver Pills. We have the pleasure to state that we have sold 28,089 Vials of Dr Haydock's New Liver Pills. The reason of this demand is because we find in Haydock's New Liver Pills a wonderful and extraordinary combination of concentrated medicine. The Victoria of Science—Food, Vegetable, Stone and Pudding—revolutionized the whole system of the globe, and made medicine wiser and better. So, although there are countless imitations, which dealers may recommend, solely on the ground of having more profit. — [698, 509, 830, 699]
overcoats-sub: NOTED FOR STYLE AND FIT — [442, 1033, 449, 1112]
terms-heading: TERMS: — [1028, 113, 1052, 121]
anti-heading: DR. ROOKE'S ANTI-LANCET. — [839, 796, 964, 807]
ad-body: In splendid condition, and will be sold as First-Class SEEDS with those of my own growing. All orders will be promptly attended to and sent by rail, coach, or carrier. Special quotations to large growers. Also, a good Lot of EARLY SEED POTATOES (sorts), many Thousand Cabbage and Cauliflower Plants. N.B.—Finest Lawn Grass, English Mixture — [698, 125, 830, 186]
ad-pre: THE undersigned begs to notify that he has now OPENED a — [426, 395, 550, 411]
cairns-note: All Goods warranted will shrunk, by our patent shrinking machine. — [427, 1170, 549, 1185]
ad-text: WE HAVE FOR SALE CHEAP WOOLPACKS, full weights FENCING WIRE, Nos. 8 and 9, at less than cost LINSEED, colonial BARBED WIRE, from L27 10s to L28 a ton TURNIP & RAPE SEEDS, all descriptions, guaranteed to grow OATS & CHAFF, large stock, low prices ENGLISH & OTHER CLOVERS MATSON, COX AND CO. — [9, 55, 134, 131]
ad-orr-every — [561, 1011, 692, 1152]
keating-line: Keating's Powder. — [974, 479, 1024, 487]
hearse-illustration — [428, 249, 548, 309]
ad-cheviot — [285, 291, 416, 437]
ad-body: WE have much pleasure in intimating to our clients and others in the Rakaia District that we have made arrangements to attend the Regular FORTNIGHTLY SALES OF STOCK. There, and we have every confidence in soliciting a share of their patronage. — [9, 159, 140, 205]
breakfast-line: BREAKFAST. — [1011, 301, 1068, 312]
price-value: 0 6 — [680, 780, 689, 788]
ad-friedlander-bottom — [147, 1312, 278, 1355]
oclock-line: 11 O'CLOCK SHARP. — [21, 543, 128, 556]
price-value: 0 6 — [680, 727, 689, 735]
price-item: Coffee, per lb — [560, 765, 596, 773]
quills-line: QUILL'S HOTEL, LIVERY, BAIT AND LETTING — [308, 967, 393, 982]
price-item: Sardines, per tin — [560, 727, 603, 735]
price-item: Rice, per lb — [560, 697, 591, 705]
price-value: 5 6 — [680, 659, 689, 667]
tinwald-date: TUESDAY, NOVEMBER 11 — [36, 628, 113, 636]
fortnightly-line: FORTNIGHTLY SALES — [15, 558, 134, 571]
will-serve: WILL SERVE MARES THIS SEASON. — [294, 334, 407, 355]
ad-dentist — [974, 240, 1105, 271]
ad-sign: J. BAXTER, CHEMIST, CHRISTCHURCH. — [860, 772, 943, 788]
orr-letters-row: OO RRR RRR AND CO — [560, 165, 632, 173]
ad-miss-sowman — [423, 160, 554, 242]
suits-label: Suits to Measure, 50s. — [533, 992, 554, 1152]
vertical-body: Ashburton has always been to the fore, and it would ill suit the well-earned reputation we have as enterprising tradesmen to now drift into a groove of dull and depressed times without going into the public something more to talk about. We require something startling, and what is more, we must have something which will be to strike a blow at our customers, our pockets and good. Who then can deny that the present rainous struggle for business which is being carried on by a few of these enterprising business people, does not tend in that direction. If there be any doubt, come and let your pockets be lightened, after your hearts be delight, and your eyes become bright at the low prices our goods are being sold at our business premises. — [168, 812, 256, 973]
ad-body: As we have imported an extra large Stock of New Season's Teas direct from the Gardens of China and India, we are giving better value than ever. Original Boxes, 12s 6d, 13s 6d, 15s 16s, 20s, 24s—equal to what is sold at 30s Half-chests, 46lb each, 1s 2d per lb to 2s 4d Our own blends are superior to any Tea sold in the slide the line, as we have no agents and only one profit to take. Per cad in 1lb, 2lb, 12lb, and 46lb half chests; and sold at 1s 6d, 1s 10d, 2s, 2s 4d, 2s 6d, and 2s 10d for the very best. Every one who really loves a cup of good tea should drink them and judge for themselves. White Crystal Sugar, 3½d Best Snowdrop, 6d per lb Our stock of Groceries are large and well assorted and of the best quality. We might mention that we do Best Rice at 3d per lb Best Tapioca, 3d per lb Spiced Meat in tins 6d each Pickle Salmon, 6d per lb Our Stock is too numerous to quote the price of each article, but those who favor us with their orders will find it to their advantage. Orders per Post receive attention and despatch. — [698, 241, 830, 446]
ad-bad-worthless — [974, 713, 1105, 938]
price-item: Sauce, per bottle — [560, 742, 604, 750]
cant-line: THE CANTERBURY — [722, 210, 806, 221]
columns — [6, 50, 1108, 1412]
